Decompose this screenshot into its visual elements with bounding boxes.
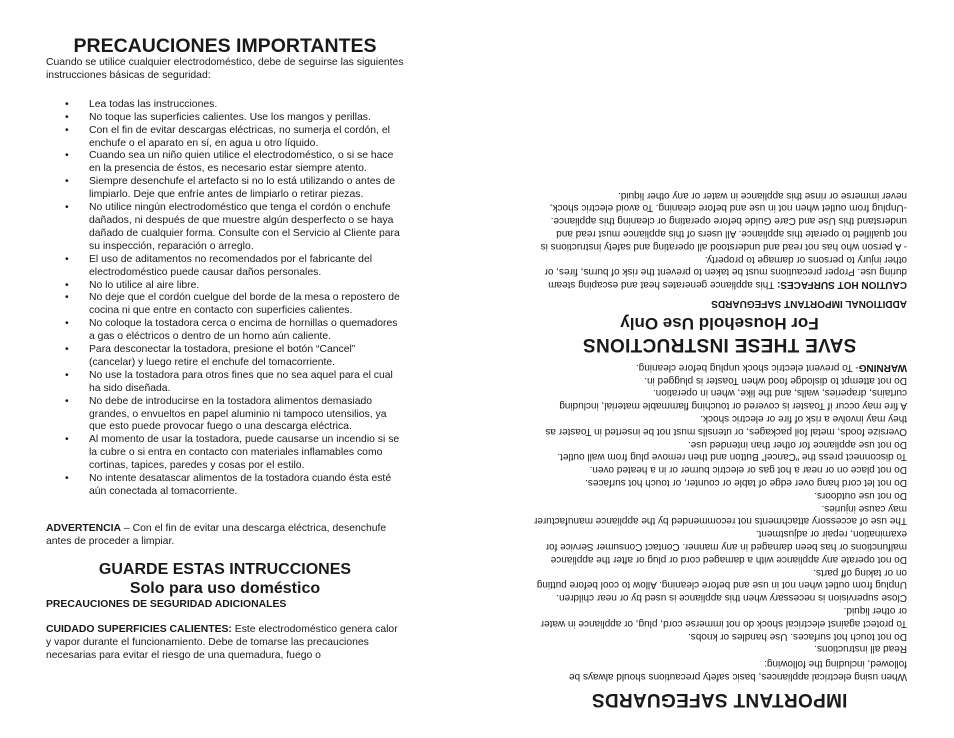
page-title: PRECAUCIONES IMPORTANTES bbox=[73, 35, 377, 57]
list-item: • Al momento de usar la tostadora, puede causarse un incendio si se la cubre o si entra en contacto con materiales inflamables como cortinas, tapices, paredes y cosas por el estilo. bbox=[46, 434, 404, 473]
list-item: • No intente desatascar alimentos de la tostadora cuando ésta esté aún conectada al tomacorriente. bbox=[46, 473, 404, 499]
list-item: To disconnect press the “Cancel” Button and then remove plug from wall outlet. bbox=[557, 451, 907, 463]
caution-note bbox=[46, 624, 404, 663]
list-item: • No utilice ningún electrodoméstico que tenga el cordón o enchufe dañados, ni después de que muestre algún desperfecto o se haya dañado de cualquier forma. Consulte con el Servicio al Cliente para su inspección, reparación o arreglo. bbox=[46, 202, 404, 254]
english-save-instructions-heading: SAVE THESE INSTRUCTIONS bbox=[582, 334, 857, 356]
list-item: Do not place on or near a hot gas or electric burner or in a heated oven. bbox=[589, 464, 907, 476]
spanish-column bbox=[46, 0, 404, 738]
list-item: Do not attempt to dislodge food when Toaster is plugged in. bbox=[644, 374, 907, 386]
safeguard-list bbox=[46, 99, 404, 499]
list-item: Do not let cord hang over edge of table or counter, or touch hot surfaces. bbox=[585, 477, 907, 489]
list-item: • Cuando sea un niño quien utilice el electrodoméstico, o si se hace en la presencia de éstos, es necesario estar siempre atento. bbox=[46, 150, 404, 176]
list-item: • No coloque la tostadora cerca o encima de hornillas o quemadores a gas o eléctricos o dentro de un horno aún caliente. bbox=[46, 318, 404, 344]
list-item: • Lea todas las instrucciones. bbox=[46, 99, 404, 112]
list-item: Do not touch hot surfaces. Use handles or knobs. bbox=[687, 630, 907, 642]
list-item: Unplug from outlet when not in use and before cleaning. Allow to cool before putting on or taking off parts. bbox=[536, 566, 907, 591]
english-warning-label: WARNING bbox=[858, 361, 907, 373]
list-item: • Siempre desenchufe el artefacto si no lo está utilizando o antes de limpiarlo. Deje que enfríe antes de limpiarlo o retirar piezas. bbox=[46, 176, 404, 202]
warning-label: ADVERTENCIA bbox=[46, 522, 122, 534]
list-item: The use of accessory attachments not recommended by the appliance manufacturer may cause injuries. bbox=[534, 502, 907, 527]
list-item: • No debe de introducirse en la tostadora alimentos demasiado grandes, o envueltos en papel aluminio ni tampoco utensilios, ya que esto puede provocar fuego o una descarga eléctrica. bbox=[46, 396, 404, 435]
english-warning-text: - To prevent electric shock unplug before cleaning. bbox=[635, 361, 859, 373]
warning-note bbox=[46, 523, 404, 549]
list-item: Oversize foods, metal foil packages, or utensils must not be inserted in Toaster as they may involve a risk of fire or electric shock. bbox=[545, 413, 907, 437]
save-instructions-heading: GUARDE ESTAS INTRUCCIONES bbox=[98, 560, 352, 578]
english-safeguard-list bbox=[532, 373, 907, 655]
english-caution-note bbox=[532, 252, 907, 290]
additional-safeguards-heading: PRECAUCIONES DE SEGURIDAD ADICIONALES bbox=[46, 598, 287, 610]
warning-text: – Con el fin de evitar una descarga eléctrica, desenchufe antes de proceder a limpiar. bbox=[46, 522, 387, 547]
caution-label: CUIDADO SUPERFICIES CALIENTES: bbox=[46, 623, 232, 635]
list-item: • No toque las superficies calientes. Use los mangos y perillas. bbox=[46, 112, 404, 125]
english-caution-label: CAUTION HOT SURFACES: bbox=[777, 279, 907, 291]
english-household-use-subheading: For Household Use Only bbox=[620, 314, 819, 334]
list-item: • Para desconectar la tostadora, presione el botón “Cancel” (cancelar) y luego retire el enchufe del tomacorriente. bbox=[46, 344, 404, 370]
list-item: Do not use outdoors. bbox=[814, 489, 907, 501]
english-additional-safeguards-heading: ADDITIONAL IMPORTANT SAFEGUARDS bbox=[711, 298, 907, 310]
english-extra-item: - A person who has not read and understood all operating and safety instructions is not qualified to operate this appliance. All users of this appliance must read and understand this Use and Care Guide before operating or cleaning this appliance. bbox=[540, 215, 907, 252]
list-item: • No use la tostadora para otros fines que no sea aquel para el cual ha sido diseñada. bbox=[46, 370, 404, 396]
list-item: To protect against electrical shock do not immerse cord, plug, or appliance in water or other liquid. bbox=[540, 605, 907, 629]
caution-text: Este electrodoméstico genera calor y vapor durante el funcionamiento. Debe de tomarse las precauciones necesarias para evitar el riesgo de una quemadura, fuego o bbox=[46, 623, 398, 661]
intro-text: Cuando se utilice cualquier electrodoméstico, debe de seguirse las siguientes instrucciones básicas de seguridad: bbox=[46, 57, 404, 81]
list-item: • No deje que el cordón cuelgue del borde de la mesa o repostero de cocina ni que entre en contacto con superficies calientes. bbox=[46, 292, 404, 318]
household-use-subheading: Solo para uso doméstico bbox=[129, 579, 321, 597]
english-page-title: IMPORTANT SAFEGUARDS bbox=[591, 689, 848, 710]
english-caution-text: This appliance generates heat and escaping steam during use. Proper precautions must be taken to prevent the risk of burns, fires, or other injury to persons or damage to property. bbox=[544, 253, 907, 291]
list-item: Close supervision is necessary when this appliance is used by or near children. bbox=[556, 592, 907, 604]
list-item: • No lo utilice al aire libre. bbox=[46, 280, 404, 293]
english-warning-note bbox=[532, 360, 907, 373]
list-item: Do not operate any appliance with a damaged cord or plug or after the appliance malfunctions or has been damaged in any manner. Contact Consumer Service for examination, repair or adjustment. bbox=[545, 528, 907, 565]
list-item: Do not use appliance for other than intended use. bbox=[687, 438, 907, 450]
english-column-inverted bbox=[532, 0, 907, 738]
list-item: • El uso de aditamentos no recomendados por el fabricante del electrodoméstico puede causar daños personales. bbox=[46, 254, 404, 280]
list-item: • Con el fin de evitar descargas eléctricas, no sumerja el cordón, el enchufe o el aparato en sí, en agua u otro líquido. bbox=[46, 125, 404, 151]
list-item: Read all instructions. bbox=[814, 643, 907, 655]
english-intro-text: When using electrical appliances, basic safety precautions should always be followed, including the following: bbox=[569, 658, 907, 682]
english-extra-item: -Unplug from outlet when not in use and before cleaning. To avoid electric shock, never immerse or rinse this appliance in water or any other liquid. bbox=[549, 189, 907, 214]
list-item: A fire may occur if Toaster is covered or touching flammable material, including curtains, draperies, walls, and the like, when in operation. bbox=[559, 387, 907, 412]
